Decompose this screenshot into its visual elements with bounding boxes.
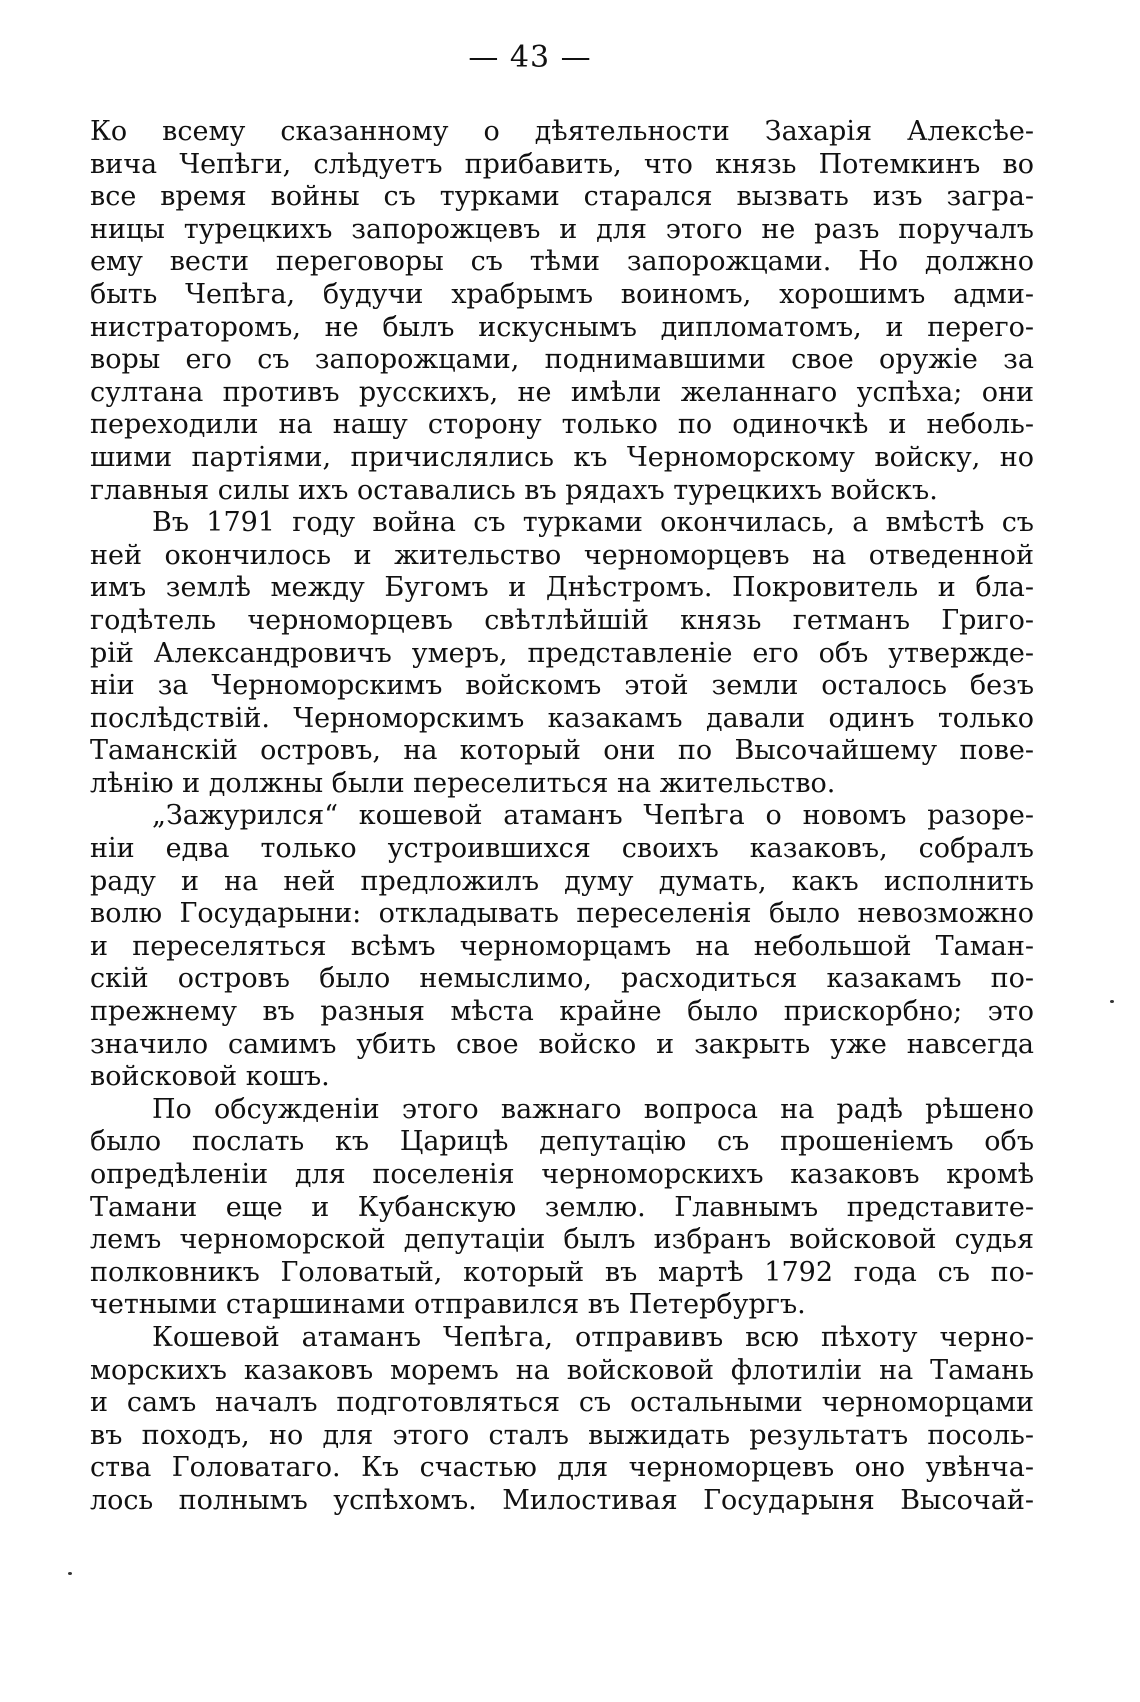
- text-line: ней окончилось и жительство черноморцевъ на отведенной: [90, 539, 1034, 571]
- text-line: раду и на ней предложилъ думу думать, какъ исполнить: [90, 865, 1034, 897]
- text-line: рій Александровичъ умеръ, представленіе его объ утвержде-: [90, 637, 1034, 669]
- text-line: ему вести переговоры съ тѣми запорожцами. Но должно: [90, 246, 1034, 278]
- text-line: Въ 1791 году война съ турками окончилась, а вмѣстѣ съ: [152, 507, 1034, 539]
- text-line: годѣтель черноморцевъ свѣтлѣйшій князь гетманъ Григо-: [90, 604, 1034, 636]
- text-line: полковникъ Головатый, который въ мартѣ 1792 года съ по-: [90, 1256, 1034, 1288]
- text-line: Кошевой атаманъ Чепѣга, отправивъ всю пѣхоту черно-: [152, 1321, 1034, 1353]
- text-line: Тамани еще и Кубанскую землю. Главнымъ представите-: [90, 1191, 1034, 1223]
- text-line: По обсужденіи этого важнаго вопроса на радѣ рѣшено: [152, 1093, 1034, 1125]
- text-line: Ко всему сказанному о дѣятельности Захарія Алексѣе-: [90, 116, 1034, 147]
- text-line: опредѣленіи для поселенія черноморскихъ казаковъ кромѣ: [90, 1159, 1034, 1190]
- text-line: султана противъ русскихъ, не имѣли желаннаго успѣха; они: [90, 376, 1034, 408]
- text-line: воры его съ запорожцами, поднимавшими свое оружіе за: [90, 344, 1034, 376]
- print-speck: [68, 1572, 72, 1575]
- text-line: волю Государыни: откладывать переселенія было невозможно: [90, 898, 1034, 930]
- text-line: войсковой кошъ.: [90, 1061, 330, 1093]
- text-line: и переселяться всѣмъ черноморцамъ на небольшой Таман-: [90, 930, 1034, 962]
- text-line: морскихъ казаковъ моремъ на войсковой флотиліи на Тамань: [90, 1354, 1034, 1386]
- text-line: вича Чепѣги, слѣдуетъ прибавить, что князь Потемкинъ во: [90, 148, 1034, 180]
- text-line: ства Головатаго. Къ счастью для черноморцевъ оно увѣнча-: [90, 1452, 1034, 1484]
- text-line: переходили на нашу сторону только по одиночкѣ и неболь-: [90, 409, 1034, 441]
- text-line: ніи за Черноморскимъ войскомъ этой земли осталось безъ: [90, 670, 1034, 702]
- text-line: нистраторомъ, не былъ искуснымъ дипломатомъ, и перего-: [90, 311, 1034, 343]
- print-speck: [1110, 1000, 1114, 1003]
- text-line: послѣдствій. Черноморскимъ казакамъ давали одинъ только: [90, 702, 1034, 734]
- text-line: лѣнію и должны были переселиться на жительство.: [90, 767, 836, 799]
- text-line: Таманскій островъ, на который они по Высочайшему пове-: [90, 735, 1034, 767]
- page-number: — 43 —: [468, 40, 592, 75]
- text-line: лось полнымъ успѣхомъ. Милостивая Государыня Высочай-: [90, 1484, 1034, 1516]
- text-line: ніи едва только устроившихся своихъ казаковъ, собралъ: [90, 833, 1034, 865]
- text-line: было послать къ Царицѣ депутацію съ прошеніемъ объ: [90, 1126, 1034, 1158]
- text-line: значило самимъ убить свое войско и закрыть уже навсегда: [90, 1028, 1034, 1060]
- text-line: ницы турецкихъ запорожцевъ и для этого не разъ поручалъ: [90, 213, 1034, 245]
- text-line: шими партіями, причислялись къ Черноморскому войску, но: [90, 441, 1034, 473]
- text-line: прежнему въ разныя мѣста крайне было прискорбно; это: [90, 996, 1034, 1028]
- text-line: главныя силы ихъ оставались въ рядахъ турецкихъ войскъ.: [90, 474, 938, 506]
- text-line: и самъ началъ подготовляться съ остальными черноморцами: [90, 1387, 1034, 1419]
- text-line: „Зажурился“ кошевой атаманъ Чепѣга о новомъ разоре-: [152, 800, 1034, 832]
- text-line: въ походъ, но для этого сталъ выжидать результатъ посоль-: [90, 1419, 1034, 1451]
- text-line: лемъ черноморской депутаціи былъ избранъ войсковой судья: [90, 1224, 1034, 1256]
- body-text: [90, 116, 1034, 1518]
- text-line: имъ землѣ между Бугомъ и Днѣстромъ. Покровитель и бла-: [90, 572, 1034, 604]
- text-line: четными старшинами отправился въ Петербургъ.: [90, 1289, 806, 1321]
- text-line: все время войны съ турками старался вызвать изъ загра-: [90, 181, 1034, 213]
- text-line: скій островъ было немыслимо, расходиться казакамъ по-: [90, 963, 1034, 995]
- text-line: быть Чепѣга, будучи храбрымъ воиномъ, хорошимъ адми-: [90, 278, 1034, 310]
